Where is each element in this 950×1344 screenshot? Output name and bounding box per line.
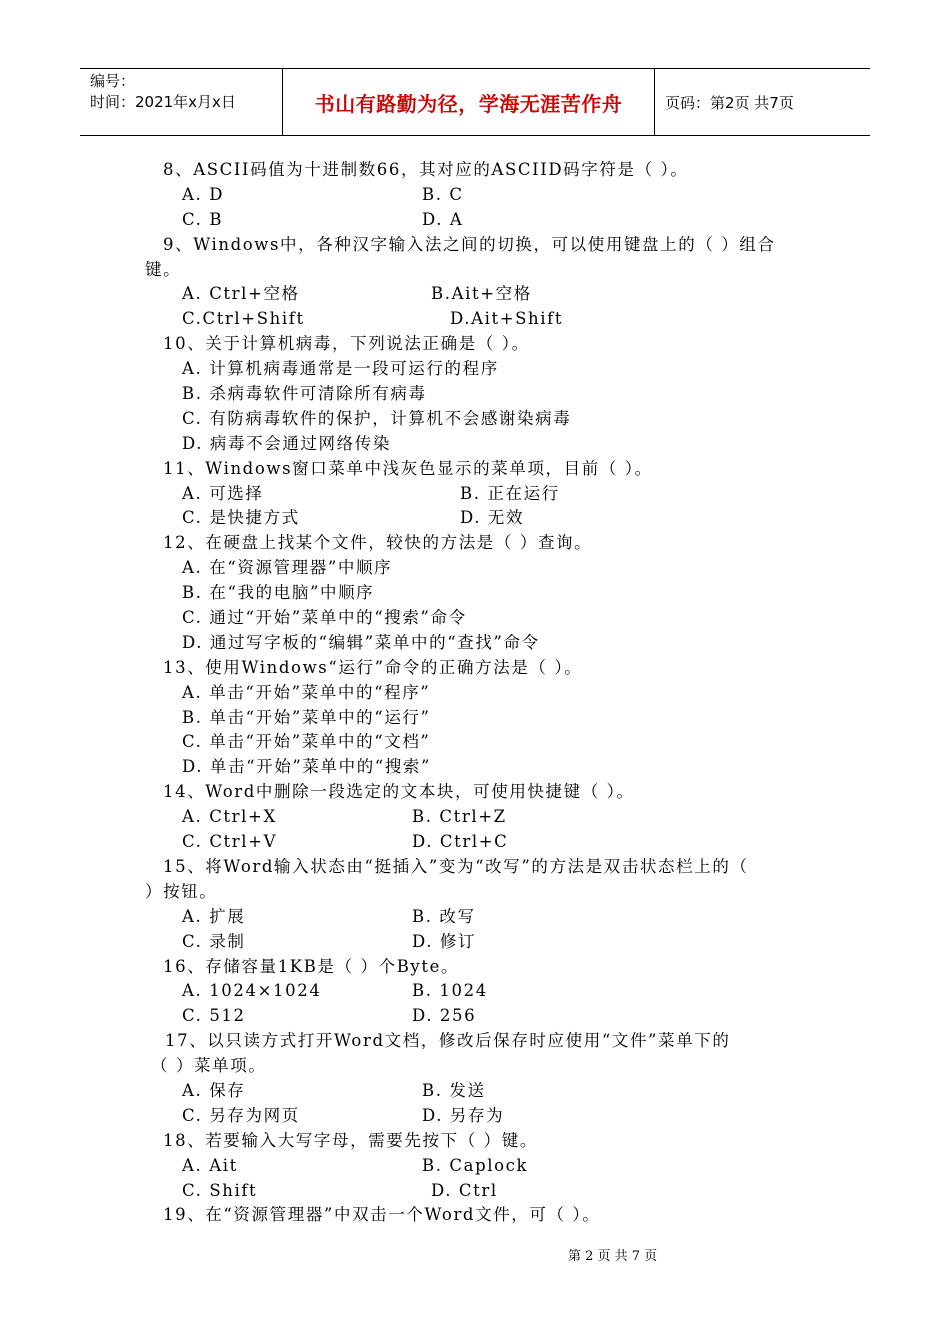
option: C. B (182, 209, 224, 229)
option: D. A (422, 209, 464, 229)
option: C. 512 (182, 1006, 246, 1026)
page-header (80, 68, 870, 136)
option: A. D (182, 184, 225, 204)
option: D. 无效 (460, 508, 525, 528)
question-list (145, 158, 810, 1228)
option: A. 单击“开始”菜单中的“程序” (182, 682, 431, 702)
question-8: 8、ASCII码值为十进制数66，其对应的ASCIID码字符是（ ）。 (163, 160, 689, 179)
option: B. 杀病毒软件可清除所有病毒 (182, 384, 427, 404)
question-14: 14、Word中删除一段选定的文本块，可使用快捷键（ ）。 (163, 782, 635, 802)
option: B. Ctrl+Z (412, 807, 507, 827)
option: A. 1024×1024 (182, 981, 322, 1001)
question-18: 18、若要输入大写字母，需要先按下（ ）键。 (163, 1130, 538, 1150)
option: D. 修订 (412, 931, 477, 951)
option: B. Caplock (422, 1155, 529, 1175)
question-19: 19、在“资源管理器”中双击一个Word文件，可（ ）。 (163, 1205, 601, 1225)
option: D. Ctrl+C (412, 832, 509, 852)
option: B. 在“我的电脑”中顺序 (182, 583, 375, 603)
option: B. 1024 (412, 981, 488, 1001)
question-15-cont: ）按钮。 (145, 881, 218, 901)
option: B.Ait+空格 (431, 284, 532, 304)
option: A. Ctrl+X (182, 807, 277, 827)
header-date: 时间：2021年x月x日 (90, 93, 236, 111)
option: C.Ctrl+Shift (182, 309, 305, 329)
option: A. 可选择 (182, 483, 264, 503)
option: C. 录制 (182, 931, 246, 951)
option: C. 通过“开始”菜单中的“搜索”命令 (182, 608, 467, 628)
question-17: 17、以只读方式打开Word文档，修改后保存时应使用“文件”菜单下的 (165, 1031, 731, 1051)
question-9-cont: 键。 (145, 259, 182, 279)
question-17-cont: （ ）菜单项。 (151, 1056, 267, 1076)
option: C. 另存为网页 (182, 1105, 300, 1125)
question-9: 9、Windows中，各种汉字输入法之间的切换，可以使用键盘上的（ ）组合 (163, 234, 776, 254)
option: D. 单击“开始”菜单中的“搜索” (182, 757, 432, 777)
header-page-code: 页码：第2页 共7页 (665, 93, 794, 112)
header-meta (80, 69, 283, 135)
option: C. 单击“开始”菜单中的“文档” (182, 732, 431, 752)
question-10: 10、关于计算机病毒，下列说法正确是（ ）。 (163, 334, 530, 354)
option: C. 是快捷方式 (182, 508, 300, 528)
option: B. 改写 (412, 906, 476, 926)
question-16: 16、存储容量1KB是（ ）个Byte。 (163, 956, 460, 976)
option: A. 计算机病毒通常是一段可运行的程序 (182, 359, 499, 379)
question-15: 15、将Word输入状态由“挺插入”变为“改写”的方法是双击状态栏上的（ (163, 856, 749, 876)
option: A. 在“资源管理器”中顺序 (182, 558, 393, 578)
header-slogan: 书山有路勤为径，学海无涯苦作舟 (283, 69, 655, 135)
option: A. Ait (182, 1155, 238, 1175)
option: A. Ctrl+空格 (182, 284, 300, 304)
option: A. 扩展 (182, 906, 246, 926)
footer-page-number: 第 2 页 共 7 页 (568, 1249, 658, 1264)
option: B. 发送 (422, 1080, 486, 1100)
option: C. Ctrl+V (182, 832, 278, 852)
option: B. 单击“开始”菜单中的“运行” (182, 707, 431, 727)
question-12: 12、在硬盘上找某个文件，较快的方法是（ ）查询。 (163, 533, 593, 553)
option: B. 正在运行 (460, 483, 560, 503)
question-11: 11、Windows窗口菜单中浅灰色显示的菜单项，目前（ ）。 (163, 458, 653, 478)
option: A. 保存 (182, 1080, 246, 1100)
option: B. C (422, 184, 464, 204)
option: D. 病毒不会通过网络传染 (182, 433, 391, 453)
option: D. 通过写字板的“编辑”菜单中的“查找”命令 (182, 632, 540, 652)
option: D. 另存为 (422, 1105, 505, 1125)
option: D. 256 (412, 1006, 477, 1026)
option: C. 有防病毒软件的保护，计算机不会感谢染病毒 (182, 408, 572, 428)
option: D.Ait+Shift (450, 309, 564, 329)
option: D. Ctrl (431, 1180, 498, 1200)
question-13: 13、使用Windows“运行”命令的正确方法是（ ）。 (163, 657, 583, 677)
option: C. Shift (182, 1180, 258, 1200)
header-number: 编号： (90, 72, 136, 90)
